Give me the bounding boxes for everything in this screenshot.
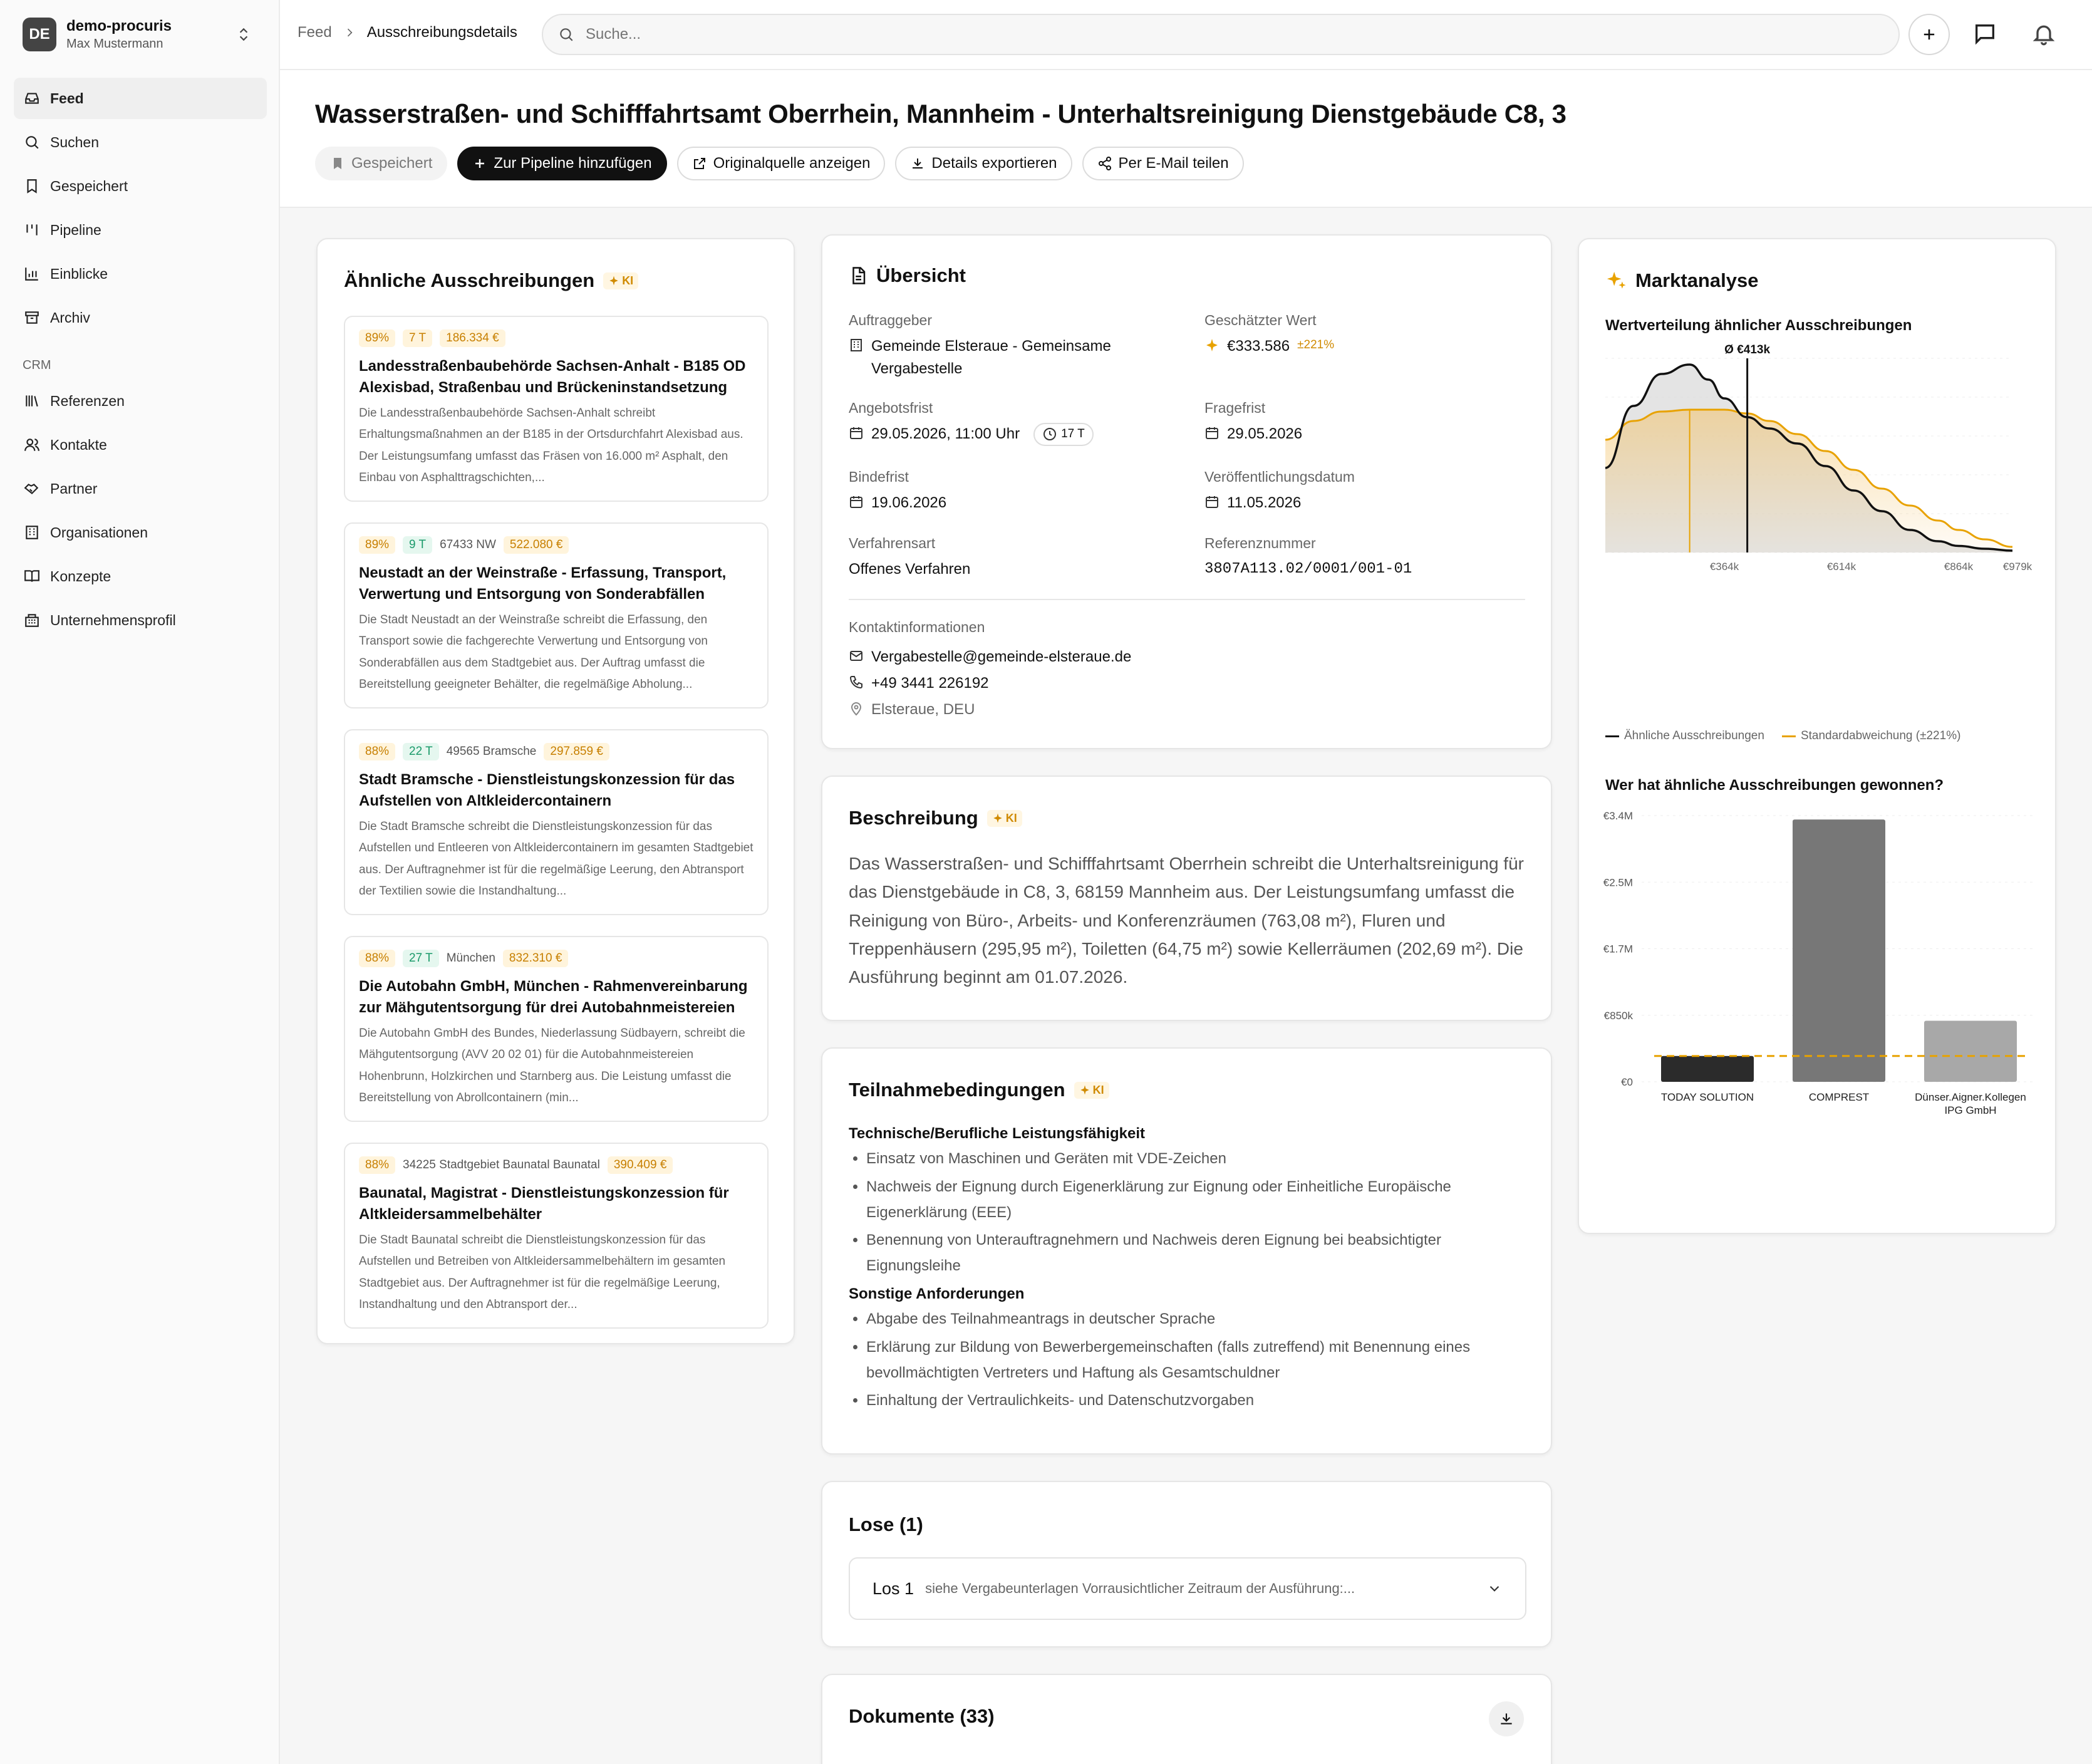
market-title: [1605, 269, 1758, 292]
overview-title: [849, 264, 966, 287]
contact-label: Kontaktinformationen: [849, 619, 985, 635]
value-badge: 522.080 €: [504, 536, 569, 554]
workspace-switcher[interactable]: [14, 11, 264, 58]
export-details-button[interactable]: [895, 147, 1072, 180]
share-icon: [1097, 156, 1112, 171]
breadcrumb-current: Ausschreibungsdetails: [366, 24, 517, 41]
page-title: Wasserstraßen- und Schifffahrtsamt Oberrhein, Mannheim - Unterhaltsreinigung Dienstgebäude C8, 3: [315, 99, 1566, 128]
days-badge: 22 T: [403, 743, 439, 760]
similar-item[interactable]: [344, 729, 769, 915]
nav-label: Archiv: [50, 309, 90, 326]
location-badge: 49565 Bramsche: [446, 745, 537, 758]
procedure-label: Verfahrensart: [849, 535, 936, 551]
nav-label: Referenzen: [50, 392, 125, 409]
estimated-value: €333.586 ±221%: [1204, 335, 1530, 358]
calendar-icon: [849, 425, 864, 440]
building-icon: [849, 338, 864, 353]
sparkle-icon: [608, 275, 619, 286]
procedure-value: Offenes Verfahren: [849, 561, 971, 578]
clock-icon: [1042, 427, 1057, 442]
value-badge: 390.409 €: [608, 1156, 673, 1174]
similar-item-title: Baunatal, Magistrat - Dienstleistungskonzession für Altkleidersammelbehälter: [359, 1185, 729, 1223]
winners-chart-title: Wer hat ähnliche Ausschreibungen gewonnen?: [1605, 777, 1944, 794]
other-requirements-list: [849, 1307, 1531, 1414]
bar: [1661, 1056, 1754, 1082]
nav-item-konzepte[interactable]: [14, 556, 267, 597]
nav-item-kontakte[interactable]: [14, 424, 267, 465]
match-badge: 89%: [359, 536, 395, 554]
y-tick-label: €1.7M: [1603, 943, 1633, 955]
breadcrumb-root[interactable]: Feed: [298, 24, 332, 41]
similar-item-title: Die Autobahn GmbH, München - Rahmenvereinbarung zur Mähgutentsorgung für drei Autobahnmeistereien: [359, 978, 748, 1016]
similar-item-title: Neustadt an der Weinstraße - Erfassung, Transport, Verwertung und Entsorgung von Sonderabfällen: [359, 564, 727, 603]
workspace-user: Max Mustermann: [66, 37, 163, 51]
lots-title: Lose (1): [849, 1513, 923, 1535]
sidebar: [0, 0, 280, 1764]
calendar-icon: [1204, 425, 1219, 440]
add-to-pipeline-button[interactable]: [457, 147, 666, 180]
users-icon: [24, 437, 40, 453]
similar-badges: [359, 743, 753, 760]
contact-location: Elsteraue, DEU: [849, 698, 1475, 721]
overview-card: [821, 234, 1552, 749]
mean-annotation: Ø €413k: [1724, 343, 1771, 356]
similar-item-desc: Die Landesstraßenbaubehörde Sachsen-Anhalt schreibt Erhaltungsmaßnahmen an der B185 in der Ortsdurchfahrt Alexisbad aus. Der Leistungsumfang umfasst das Fräsen von 16.000 m² Asphalt, den Einbau von Asphalttragschichten,...: [359, 407, 743, 484]
nav-label: Pipeline: [50, 221, 101, 238]
conditions-title: [849, 1079, 1109, 1101]
bookmark-icon: [330, 156, 345, 171]
card-title: Marktanalyse: [1635, 269, 1759, 291]
nav-label: Gespeichert: [50, 177, 128, 194]
publication-date: 11.05.2026: [1204, 492, 1530, 514]
x-tick-label: €864k: [1944, 561, 1974, 571]
company-icon: [24, 612, 40, 628]
publication-date-label: Veröffentlichungsdatum: [1204, 469, 1355, 485]
value-badge: 832.310 €: [503, 950, 569, 967]
ki-badge: KI: [1074, 1082, 1109, 1099]
nav-label: Einblicke: [50, 265, 108, 282]
crm-section-label: CRM: [23, 358, 51, 372]
inbox-icon: [24, 90, 40, 106]
similar-badges: [359, 536, 753, 554]
nav-item-partner[interactable]: [14, 468, 267, 509]
list-item: • Einhaltung der Vertraulichkeits- und Datenschutzvorgaben: [866, 1388, 1531, 1414]
button-label: Originalquelle anzeigen: [713, 155, 871, 172]
plus-icon: [1920, 26, 1938, 43]
distribution-chart: [1605, 340, 2038, 571]
lot-description: siehe Vergabeunterlagen Vorrausichtlicher Zeitraum der Ausführung:...: [925, 1580, 1355, 1596]
days-left-chip: 17 T: [1033, 423, 1094, 446]
similar-tenders-card: [316, 238, 795, 1344]
list-item: • Nachweis der Eignung durch Eigenerklärung zur Eignung oder Einheitliche Europäische Eigenerklärung (EEE): [866, 1175, 1531, 1226]
library-icon: [24, 393, 40, 409]
similar-item[interactable]: [344, 1143, 769, 1329]
tender-header: [280, 70, 2092, 208]
nav-item-organisationen[interactable]: [14, 512, 267, 553]
tech-requirements-list: [849, 1146, 1531, 1279]
x-tick-label: €614k: [1826, 561, 1856, 571]
action-bar: [315, 147, 1244, 180]
card-title: Übersicht: [876, 264, 966, 286]
bell-icon[interactable]: [2031, 21, 2056, 46]
reference-number: 3807A113.02/0001/001-01: [1204, 561, 1412, 578]
match-badge: 88%: [359, 1156, 395, 1174]
nav-item-archiv[interactable]: [14, 297, 267, 338]
lot-name: Los 1: [873, 1579, 914, 1598]
breadcrumb: [298, 24, 517, 41]
button-label: Zur Pipeline hinzufügen: [494, 155, 652, 172]
main-nav: [14, 78, 267, 643]
days-badge: 9 T: [403, 536, 432, 554]
sparkle-icon: [1079, 1084, 1090, 1096]
search-input[interactable]: [586, 26, 1713, 43]
contact-email[interactable]: Vergabestelle@gemeinde-elsteraue.de: [849, 646, 1475, 668]
similar-badges: [359, 329, 753, 347]
nav-label: Organisationen: [50, 524, 148, 541]
card-title: Beschreibung: [849, 807, 978, 829]
open-source-button[interactable]: [677, 147, 886, 180]
list-item: • Erklärung zur Bildung von Bewerbergemeinschaften (falls zutreffend) mit Benennung eines bevollmächtigten Vertreters und Haftung als Gesamtschuldner: [866, 1335, 1531, 1386]
list-item: • Abgabe des Teilnahmeantrags in deutscher Sprache: [866, 1307, 1531, 1332]
nav-label: Feed: [50, 90, 84, 106]
workspace-name: demo-procuris: [66, 17, 172, 34]
category-label: Dünser.Aigner.Kollegen IPG GmbH: [1915, 1091, 2026, 1116]
list-item: • Benennung von Unterauftragnehmern und Nachweis deren Eignung bei beabsichtigter Eignungsleihe: [866, 1228, 1531, 1279]
match-badge: 88%: [359, 950, 395, 967]
divider: [849, 599, 1525, 600]
similar-badges: [359, 950, 753, 967]
similar-item-desc: Die Stadt Bramsche schreibt die Dienstleistungskonzession für das Aufstellen und Entleeren von Altkleidercontainern im gesamten Stadtgebiet aus. Der Auftragnehmer ist für die regelmäßige Leerung, den Abtransport der Textilien sowie die Instandhaltung...: [359, 820, 753, 898]
calendar-icon: [849, 494, 864, 509]
lot-row[interactable]: [849, 1557, 1526, 1620]
contact-phone[interactable]: +49 3441 226192: [849, 672, 1475, 695]
match-badge: 88%: [359, 743, 395, 760]
documents-card: [821, 1674, 1552, 1764]
similar-item-title: Stadt Bramsche - Dienstleistungskonzession für das Aufstellen von Altkleidercontainern: [359, 771, 735, 809]
button-label: Gespeichert: [351, 155, 433, 172]
legend-item-stddev: Standardabweichung (±221%): [1782, 729, 1960, 743]
offer-deadline: 29.05.2026, 11:00 Uhr 17 T: [849, 423, 1199, 446]
calendar-icon: [1204, 494, 1219, 509]
download-all-button[interactable]: [1489, 1701, 1524, 1736]
phone-icon: [849, 675, 864, 690]
saved-button[interactable]: [315, 147, 447, 180]
share-email-button[interactable]: [1082, 147, 1244, 180]
similar-item[interactable]: [344, 522, 769, 708]
match-badge: 89%: [359, 329, 395, 347]
offer-deadline-label: Angebotsfrist: [849, 400, 933, 416]
documents-title: Dokumente (33): [849, 1705, 995, 1727]
message-icon[interactable]: [1972, 21, 1997, 46]
distribution-chart-title: Wertverteilung ähnlicher Ausschreibungen: [1605, 317, 1912, 334]
nav-item-unternehmensprofil[interactable]: [14, 599, 267, 641]
similar-item[interactable]: [344, 936, 769, 1122]
y-tick-label: €2.5M: [1603, 876, 1633, 889]
similar-item[interactable]: [344, 316, 769, 502]
value-label: Geschätzter Wert: [1204, 312, 1317, 328]
description-text: Das Wasserstraßen- und Schifffahrtsamt Oberrhein schreibt die Unterhaltsreinigung für das Dienstgebäude in C8, 3, 68159 Mannheim aus. Der Leistungsumfang umfasst die Reinigung von Büro-, Arbeits- und Konferenzräumen (763,08 m²), Fluren und Treppenhäusern (295,95 m²), Toiletten (64,75 m²) sowie Kellerräumen (202,69 m²). Die Ausführung beginnt am 01.07.2026.: [849, 854, 1524, 987]
legend-item-similar: Ähnliche Ausschreibungen: [1605, 729, 1764, 743]
download-icon: [910, 156, 925, 171]
value-badge: 297.859 €: [544, 743, 609, 760]
map-pin-icon: [849, 701, 864, 716]
ki-badge: KI: [987, 810, 1022, 827]
category-label: COMPREST: [1808, 1091, 1870, 1103]
bookmark-icon: [24, 178, 40, 194]
chevron-down-icon: [1486, 1580, 1503, 1597]
nav-label: Suchen: [50, 133, 100, 150]
sparkle-icon: [992, 812, 1003, 824]
similar-item-desc: Die Autobahn GmbH des Bundes, Niederlassung Südbayern, schreibt die Mähgutentsorgung (AVV 20 02 01) für die Autobahnmeistereien Hohenbrunn, Holzkirchen und Starnberg aus. Die Leistung umfasst die Bereitstellung von Abrollcontainern (min...: [359, 1027, 745, 1104]
x-tick-label: €979k: [2002, 561, 2032, 571]
market-analysis-card: [1578, 238, 2056, 1234]
days-badge: 7 T: [403, 329, 432, 347]
sparkle-icon: [1204, 338, 1219, 353]
building-icon: [24, 524, 40, 541]
y-tick-label: €0: [1621, 1076, 1633, 1088]
description-title: [849, 807, 1022, 829]
add-button[interactable]: [1908, 14, 1950, 55]
similar-item-desc: Die Stadt Neustadt an der Weinstraße schreibt die Erfassung, den Transport sowie die fachgerechte Verwertung und Entsorgung von Sonderabfällen aus dem Stadtgebiet aus. Der Auftrag umfasst die Bereitstellung geeigneter Behälter, die regelmäßige Abholung...: [359, 613, 708, 691]
chevron-right-icon: [343, 26, 356, 39]
search-bar: [542, 14, 1900, 55]
avatar: DE: [23, 18, 56, 51]
similar-item-title: Landesstraßenbaubehörde Sachsen-Anhalt - B185 OD Alexisbad, Straßenbau und Brückeninstandsetzung: [359, 358, 746, 396]
external-link-icon: [692, 156, 707, 171]
y-tick-label: €3.4M: [1603, 810, 1633, 822]
bar: [1793, 819, 1885, 1082]
tech-requirements-heading: Technische/Berufliche Leistungsfähigkeit: [849, 1125, 1145, 1142]
handshake-icon: [24, 480, 40, 497]
document-icon: [849, 266, 867, 285]
other-requirements-heading: Sonstige Anforderungen: [849, 1285, 1025, 1302]
similar-item-desc: Die Stadt Baunatal schreibt die Dienstleistungskonzession für das Aufstellen und Betreiben von Altkleidersammelbehältern im gesamten Stadtgebiet aus. Der Auftragnehmer ist für die regelmäßige Leerung, Instandhaltung und den Abtransport der...: [359, 1233, 726, 1311]
nav-label: Kontakte: [50, 436, 107, 453]
nav-item-referenzen[interactable]: [14, 380, 267, 422]
chart-icon: [24, 266, 40, 282]
location-badge: München: [446, 952, 495, 965]
category-label: TODAY SOLUTION: [1660, 1091, 1754, 1103]
plus-icon: [472, 156, 487, 171]
similar-badges: [359, 1156, 753, 1174]
nav-item-gespeichert[interactable]: [14, 165, 267, 207]
nav-item-suchen[interactable]: [14, 122, 267, 163]
button-label: Details exportieren: [931, 155, 1057, 172]
sparkle-icon: [1605, 270, 1627, 291]
nav-label: Partner: [50, 480, 98, 497]
lots-card: [821, 1481, 1552, 1647]
card-title: Teilnahmebedingungen: [849, 1079, 1065, 1101]
location-badge: 34225 Stadtgebiet Baunatal Baunatal: [403, 1158, 600, 1171]
question-deadline-label: Fragefrist: [1204, 400, 1266, 416]
bind-deadline: 19.06.2026: [849, 492, 1174, 514]
days-badge: 27 T: [403, 950, 439, 967]
nav-item-feed[interactable]: [14, 78, 267, 119]
download-icon: [1498, 1711, 1515, 1727]
description-card: [821, 776, 1552, 1021]
distribution-legend: [1605, 729, 1960, 743]
search-icon: [24, 134, 40, 150]
mail-icon: [849, 648, 864, 663]
location-badge: 67433 NW: [440, 538, 496, 551]
x-tick-label: €364k: [1709, 561, 1739, 571]
archive-icon: [24, 309, 40, 326]
nav-label: Unternehmensprofil: [50, 611, 176, 628]
y-tick-label: €850k: [1603, 1009, 1633, 1022]
conditions-card: [821, 1047, 1552, 1455]
value-badge: 186.334 €: [440, 329, 505, 347]
button-label: Per E-Mail teilen: [1118, 155, 1229, 172]
pipeline-icon: [24, 222, 40, 238]
similar-title: [344, 269, 638, 292]
bind-deadline-label: Bindefrist: [849, 469, 909, 485]
topbar: [280, 0, 2092, 70]
chevron-updown-icon: [236, 26, 252, 43]
client-label: Auftraggeber: [849, 312, 932, 328]
winners-chart: [1598, 803, 2043, 1135]
question-deadline: 29.05.2026: [1204, 423, 1530, 445]
value-deviation: ±221%: [1297, 338, 1335, 351]
reference-label: Referenznummer: [1204, 535, 1316, 551]
ki-badge: KI: [603, 272, 638, 289]
nav-item-einblicke[interactable]: [14, 253, 267, 294]
card-title: Ähnliche Ausschreibungen: [344, 269, 595, 291]
book-icon: [24, 568, 40, 584]
list-item: • Einsatz von Maschinen und Geräten mit VDE-Zeichen: [866, 1146, 1531, 1172]
bar: [1924, 1021, 2017, 1082]
search-icon: [558, 26, 574, 43]
nav-label: Konzepte: [50, 568, 111, 584]
client-value: Gemeinde Elsteraue - Gemeinsame Vergabestelle: [849, 335, 1174, 380]
series-area-stddev: [1605, 410, 2012, 553]
nav-item-pipeline[interactable]: [14, 209, 267, 251]
